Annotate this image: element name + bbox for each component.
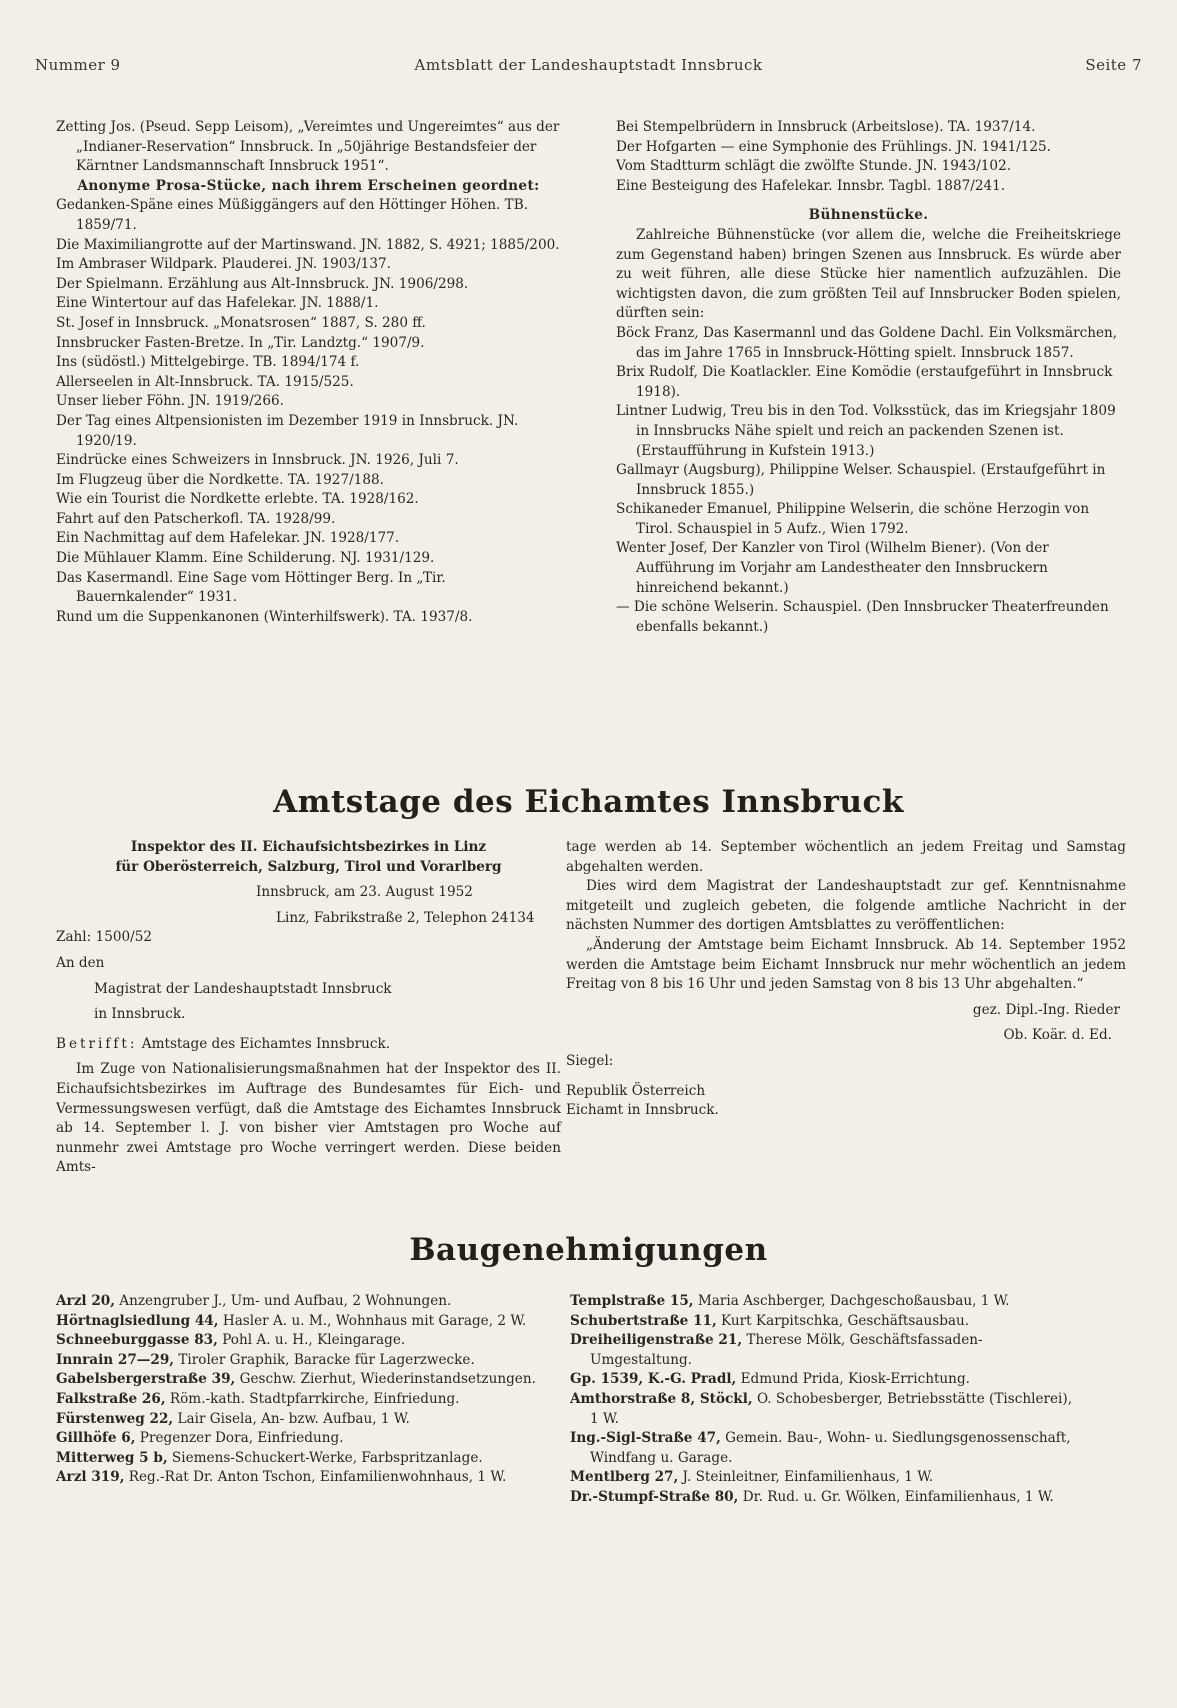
permit-address: Gillhöfe 6, bbox=[56, 1430, 136, 1447]
permit-details: Pohl A. u. H., Kleingarage. bbox=[217, 1332, 406, 1349]
letter-zahl: Zahl: 1500/52 bbox=[56, 929, 153, 946]
top-left-column bbox=[56, 118, 561, 627]
section-title-baugenehmigungen: Baugenehmigungen bbox=[409, 1232, 768, 1268]
intro-entry: Zetting Jos. (Pseud. Sepp Leisom), „Vereimtes und Ungereimtes“ aus der „Indianer-Reservation“ Innsbruck. In „50jährige Bestandsfeier der Kärntner Landsmannschaft Innsbruck 1951“. bbox=[56, 119, 560, 175]
letter-heading-1: Inspektor des II. Eichaufsichtsbezirkes in Linz bbox=[130, 839, 487, 855]
permit-entry bbox=[570, 1331, 1075, 1370]
section-title-eichamt: Amtstage des Eichamtes Innsbruck bbox=[273, 784, 904, 820]
permit-address: Schneeburggasse 83, bbox=[56, 1332, 218, 1349]
prosa-entry: Ein Nachmittag auf dem Hafelekar. JN. 1928/177. bbox=[56, 530, 400, 547]
permit-details: Tiroler Graphik, Baracke für Lagerzwecke. bbox=[174, 1351, 475, 1368]
permit-details: Anzengruber J., Um- und Aufbau, 2 Wohnungen. bbox=[114, 1293, 452, 1309]
prosa-entry: Ins (südöstl.) Mittelgebirge. TB. 1894/174 f. bbox=[56, 354, 360, 371]
page-header bbox=[35, 56, 1142, 82]
prosa-entry: Gedanken-Späne eines Müßiggängers auf den Höttinger Höhen. TB. 1859/71. bbox=[56, 197, 529, 233]
buehnen-entry: Wenter Josef, Der Kanzler von Tirol (Wilhelm Biener). (Von der Aufführung im Vorjahr am Landestheater den Innsbruckern hinreichend bekannt.) bbox=[616, 540, 1049, 596]
permit-entry bbox=[56, 1331, 561, 1351]
buehnen-list bbox=[616, 324, 1121, 638]
permit-entry bbox=[570, 1390, 1075, 1429]
prosa-entry: St. Josef in Innsbruck. „Monatsrosen“ 1887, S. 280 ff. bbox=[56, 314, 426, 331]
letter-signature-title: Ob. Koär. d. Ed. bbox=[1003, 1027, 1112, 1044]
permit-details: Edmund Prida, Kiosk-Errichtung. bbox=[736, 1371, 970, 1388]
prosa-entry: Bei Stempelbrüdern in Innsbruck (Arbeitslose). TA. 1937/14. bbox=[616, 119, 1036, 135]
prosa-list bbox=[56, 196, 561, 627]
permit-entry bbox=[56, 1292, 561, 1312]
buehnen-entry: Lintner Ludwig, Treu bis in den Tod. Volksstück, das im Kriegsjahr 1809 in Innsbrucks Nähe spielt und reich an packenden Szenen ist. (Erstaufführung in Kufstein 1913.) bbox=[616, 403, 1116, 459]
prosa-entry: Allerseelen in Alt-Innsbruck. TA. 1915/525. bbox=[56, 373, 354, 390]
permit-address: Mitterweg 5 b, bbox=[56, 1449, 168, 1466]
permit-address: Templstraße 15, bbox=[570, 1293, 694, 1309]
buehnen-subheading: Bühnenstücke. bbox=[808, 207, 929, 224]
letter-betrifft bbox=[56, 1035, 561, 1055]
permit-address: Gp. 1539, K.-G. Pradl, bbox=[570, 1371, 737, 1388]
top-right-column bbox=[616, 118, 1121, 637]
permit-entry bbox=[570, 1312, 1075, 1332]
permit-details: Pregenzer Dora, Einfriedung. bbox=[135, 1430, 344, 1447]
letter-an-den: An den bbox=[56, 954, 105, 971]
permit-details: Röm.-kath. Stadtpfarrkirche, Einfriedung. bbox=[165, 1390, 460, 1407]
letter-recipient-2: in Innsbruck. bbox=[94, 1006, 186, 1023]
permit-entry bbox=[56, 1410, 561, 1430]
letter-heading-2: für Oberösterreich, Salzburg, Tirol und Vorarlberg bbox=[115, 858, 502, 875]
permit-address: Arzl 20, bbox=[56, 1293, 115, 1309]
siegel-line-2: Eichamt in Innsbruck. bbox=[566, 1102, 719, 1119]
prosa-entry: Der Hofgarten — eine Symphonie des Frühlings. JN. 1941/125. bbox=[616, 138, 1051, 155]
permit-entry bbox=[570, 1292, 1075, 1312]
permit-address: Mentlberg 27, bbox=[570, 1469, 679, 1486]
eichamt-letter-left bbox=[56, 838, 561, 1178]
prosa-entry: Vom Stadtturm schlägt die zwölfte Stunde. JN. 1943/102. bbox=[616, 158, 1012, 175]
letter-right-p1: tage werden ab 14. September wöchentlich an jedem Freitag und Samstag abgehalten werden. bbox=[566, 839, 1126, 875]
prosa-entry: Eine Besteigung des Hafelekar. Innsbr. Tagbl. 1887/241. bbox=[616, 177, 1006, 194]
permit-entry bbox=[570, 1429, 1075, 1468]
prosa-entry: Innsbrucker Fasten-Bretze. In „Tir. Landztg.“ 1907/9. bbox=[56, 334, 425, 351]
prosa-entry: Das Kasermandl. Eine Sage vom Höttinger Berg. In „Tir. Bauernkalender“ 1931. bbox=[56, 569, 446, 606]
prosa-entry: Im Flugzeug über die Nordkette. TA. 1927/188. bbox=[56, 471, 384, 488]
permit-details: Kurt Karpitschka, Geschäftsausbau. bbox=[716, 1312, 970, 1329]
baugenehmigungen-left bbox=[56, 1292, 561, 1488]
permit-details: Hasler A. u. M., Wohnhaus mit Garage, 2 W. bbox=[218, 1312, 527, 1329]
betrifft-text: Amtstage des Eichamtes Innsbruck. bbox=[141, 1035, 391, 1052]
issue-number: Nummer 9 bbox=[35, 56, 121, 74]
permit-address: Hörtnaglsiedlung 44, bbox=[56, 1312, 219, 1329]
permit-address: Arzl 319, bbox=[56, 1469, 125, 1486]
permit-details: Therese Mölk, Geschäftsfassaden-Umgestaltung. bbox=[590, 1332, 983, 1368]
permit-address: Schubertstraße 11, bbox=[570, 1312, 717, 1329]
siegel-line-1: Republik Österreich bbox=[566, 1082, 706, 1099]
page-number: Seite 7 bbox=[1085, 56, 1142, 74]
buehnen-entry: Böck Franz, Das Kasermannl und das Goldene Dachl. Ein Volksmärchen, das im Jahre 1765 in Innsbruck-Hötting spielt. Innsbruck 1857. bbox=[616, 324, 1118, 361]
prosa-entry: Rund um die Suppenkanonen (Winterhilfswerk). TA. 1937/8. bbox=[56, 608, 473, 625]
publication-title: Amtsblatt der Landeshauptstadt Innsbruck bbox=[414, 56, 763, 74]
permit-details: Geschw. Zierhut, Wiederinstandsetzungen. bbox=[235, 1371, 536, 1388]
permit-entry bbox=[56, 1390, 561, 1410]
permit-entry bbox=[570, 1370, 1075, 1390]
permit-entry bbox=[56, 1370, 561, 1390]
permit-details: Lair Gisela, An- bzw. Aufbau, 1 W. bbox=[173, 1410, 410, 1427]
prosa-subheading: Anonyme Prosa-Stücke, nach ihrem Erscheinen geordnet: bbox=[77, 177, 540, 194]
letter-body: Im Zuge von Nationalisierungsmaßnahmen hat der Inspektor des II. Eichaufsichtsbezirkes im Auftrage des Bundesamtes für Eich- und Vermessungswesen verfügt, daß die Amtstage des Eichamtes Innsbruck ab 14. September l. J. von bisher vier Amtstagen pro Woche auf nunmehr zwei Amtstage pro Woche verringert werden. Diese beiden Amts- bbox=[56, 1061, 561, 1176]
permit-address: Falkstraße 26, bbox=[56, 1390, 166, 1407]
permit-details: Reg.-Rat Dr. Anton Tschon, Einfamilienwohnhaus, 1 W. bbox=[124, 1469, 507, 1486]
eichamt-letter-right bbox=[566, 838, 1126, 1121]
permit-address: Dr.-Stumpf-Straße 80, bbox=[570, 1488, 739, 1505]
prosa-entry: Im Ambraser Wildpark. Plauderei. JN. 1903/137. bbox=[56, 256, 391, 273]
permit-details: O. Schobesberger, Betriebsstätte (Tischlerei), 1 W. bbox=[590, 1390, 1073, 1427]
permit-details: Maria Aschberger, Dachgeschoßausbau, 1 W. bbox=[693, 1293, 1010, 1309]
prosa-entry: Der Spielmann. Erzählung aus Alt-Innsbruck. JN. 1906/298. bbox=[56, 275, 469, 292]
buehnen-entry: Schikaneder Emanuel, Philippine Welserin, die schöne Herzogin von Tirol. Schauspiel in 5 Aufz., Wien 1792. bbox=[616, 501, 1090, 537]
baugenehmigungen-right bbox=[570, 1292, 1075, 1508]
buehnen-entry: Gallmayr (Augsburg), Philippine Welser. Schauspiel. (Erstaufgeführt in Innsbruck 1855.) bbox=[616, 462, 1106, 498]
letter-date: Innsbruck, am 23. August 1952 bbox=[256, 884, 473, 901]
permit-address: Dreiheiligenstraße 21, bbox=[570, 1332, 743, 1349]
prosa-entry: Wie ein Tourist die Nordkette erlebte. TA. 1928/162. bbox=[56, 491, 419, 508]
letter-signature: gez. Dipl.-Ing. Rieder bbox=[972, 1001, 1120, 1018]
permit-address: Ing.-Sigl-Straße 47, bbox=[570, 1430, 721, 1447]
permit-entry bbox=[56, 1468, 561, 1488]
permit-entry bbox=[56, 1449, 561, 1469]
letter-address: Linz, Fabrikstraße 2, Telephon 24134 bbox=[276, 909, 535, 926]
prosa-entry: Eine Wintertour auf das Hafelekar. JN. 1888/1. bbox=[56, 295, 379, 312]
prosa-entry: Die Maximiliangrotte auf der Martinswand. JN. 1882, S. 4921; 1885/200. bbox=[56, 236, 560, 253]
letter-recipient-1: Magistrat der Landeshauptstadt Innsbruck bbox=[94, 980, 392, 997]
permit-details: Gemein. Bau-, Wohn- u. Siedlungsgenossenschaft, Windfang u. Garage. bbox=[590, 1430, 1071, 1466]
permit-entry bbox=[56, 1312, 561, 1332]
buehnen-entry: Brix Rudolf, Die Koatlackler. Eine Komödie (erstaufgeführt in Innsbruck 1918). bbox=[616, 364, 1113, 400]
permit-address: Innrain 27—29, bbox=[56, 1351, 175, 1368]
prosa-entry: Fahrt auf den Patscherkofl. TA. 1928/99. bbox=[56, 510, 336, 527]
permit-entry bbox=[56, 1351, 561, 1371]
permit-address: Fürstenweg 22, bbox=[56, 1410, 174, 1427]
permit-details: Dr. Rud. u. Gr. Wölken, Einfamilienhaus, 1 W. bbox=[738, 1488, 1054, 1505]
permit-details: J. Steinleitner, Einfamilienhaus, 1 W. bbox=[678, 1469, 934, 1486]
letter-right-p2: Dies wird dem Magistrat der Landeshauptstadt zur gef. Kenntnisnahme mitgeteilt und zugleich gebeten, die folgende amtliche Nachricht in der nächsten Nummer des dortigen Amtsblattes zu veröffentlichen: bbox=[566, 878, 1126, 934]
permit-address: Amthorstraße 8, Stöckl, bbox=[570, 1390, 753, 1407]
prosa-entry: Eindrücke eines Schweizers in Innsbruck. JN. 1926, Juli 7. bbox=[56, 452, 459, 469]
buehnen-entry: — Die schöne Welserin. Schauspiel. (Den Innsbrucker Theaterfreunden ebenfalls bekannt.) bbox=[616, 599, 1109, 635]
prosa-entry: Der Tag eines Altpensionisten im Dezember 1919 in Innsbruck. JN. 1920/19. bbox=[56, 412, 519, 449]
letter-right-p3: „Änderung der Amtstage beim Eichamt Innsbruck. Ab 14. September 1952 werden die Amtstage beim Eichamt Innsbruck nur mehr wöchentlich an jedem Freitag von 8 bis 16 Uhr und jeden Samstag von 8 bis 13 Uhr abgehalten.“ bbox=[566, 936, 1126, 993]
permit-address: Gabelsbergerstraße 39, bbox=[56, 1371, 236, 1388]
prosa-entry: Unser lieber Föhn. JN. 1919/266. bbox=[56, 393, 284, 410]
permit-entry bbox=[570, 1488, 1075, 1508]
betrifft-label: Betrifft: bbox=[56, 1035, 138, 1052]
siegel-label: Siegel: bbox=[566, 1052, 614, 1069]
permit-details: Siemens-Schuckert-Werke, Farbspritzanlage. bbox=[167, 1449, 483, 1466]
prosa-list-continued bbox=[616, 118, 1121, 196]
prosa-entry: Die Mühlauer Klamm. Eine Schilderung. NJ. 1931/129. bbox=[56, 550, 435, 567]
permit-entry bbox=[56, 1429, 561, 1449]
permit-entry bbox=[570, 1468, 1075, 1488]
buehnen-paragraph: Zahlreiche Bühnenstücke (vor allem die, welche die Freiheitskriege zum Gegenstand haben) bringen Szenen aus Innsbruck. Es würde aber zu weit führen, alle diese Stücke hier namentlich aufzuzählen. Die wichtigsten davon, die zum größten Teil auf Innsbrucker Boden spielen, dürften sein: bbox=[616, 226, 1121, 322]
